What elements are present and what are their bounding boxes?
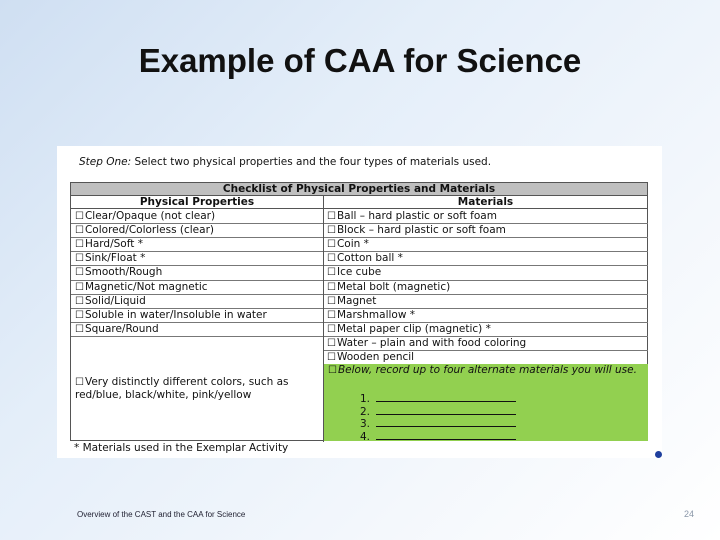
material-item — [327, 252, 403, 265]
blank-underline — [376, 392, 516, 402]
blank-underline — [376, 430, 516, 440]
property-label: Magnetic/Not magnetic — [84, 280, 208, 293]
property-item — [75, 238, 143, 251]
property-item — [75, 323, 159, 336]
checkbox-icon: ☐ — [327, 323, 336, 335]
property-label: Smooth/Rough — [84, 266, 163, 279]
row-divider — [324, 237, 648, 238]
checkbox-icon: ☐ — [327, 225, 336, 237]
row-divider — [71, 336, 323, 337]
material-item — [327, 238, 369, 251]
checklist-document-image — [57, 146, 662, 458]
material-item — [327, 351, 414, 364]
alternate-material-blank — [360, 405, 516, 418]
property-item — [75, 224, 214, 237]
property-label: Hard/Soft * — [84, 238, 143, 251]
material-label: Cotton ball * — [336, 252, 403, 265]
checkbox-icon: ☐ — [327, 211, 336, 222]
material-label: Coin * — [336, 238, 369, 251]
blank-number: 2. — [360, 405, 371, 418]
property-label: Square/Round — [84, 322, 159, 335]
material-label: Magnet — [336, 294, 377, 307]
blank-number: 1. — [360, 393, 371, 405]
checklist-table — [70, 182, 648, 441]
material-item — [327, 337, 526, 350]
material-item — [327, 281, 450, 294]
material-label: Block – hard plastic or soft foam — [336, 224, 506, 237]
property-label: Solid/Liquid — [84, 294, 146, 307]
checkbox-icon: ☐ — [328, 365, 337, 376]
property-item — [75, 210, 215, 223]
checkbox-icon: ☐ — [75, 281, 84, 293]
property-label: Colored/Colorless (clear) — [84, 224, 214, 237]
checkbox-icon: ☐ — [327, 295, 336, 307]
alternate-materials-prompt — [328, 364, 644, 377]
property-label: Clear/Opaque (not clear) — [84, 210, 216, 222]
property-item — [75, 309, 267, 322]
slide-footer: Overview of the CAST and the CAA for Science — [77, 510, 246, 519]
checkbox-icon: ☐ — [327, 309, 336, 321]
checkbox-icon: ☐ — [327, 239, 336, 251]
alternate-material-blank — [360, 417, 516, 430]
material-item — [327, 309, 415, 322]
property-item — [75, 252, 145, 265]
alternate-material-blank — [360, 392, 516, 405]
checkbox-icon: ☐ — [327, 253, 336, 265]
column-header-materials: Materials — [324, 196, 647, 209]
checkbox-icon: ☐ — [75, 323, 84, 335]
checkbox-icon: ☐ — [75, 253, 84, 265]
material-label: Ball – hard plastic or soft foam — [336, 210, 497, 222]
material-label: Metal bolt (magnetic) — [336, 280, 451, 293]
checkbox-icon: ☐ — [75, 267, 84, 279]
column-header-physical-properties: Physical Properties — [71, 196, 323, 209]
property-item — [75, 295, 146, 308]
checkbox-icon: ☐ — [75, 211, 84, 222]
material-item — [327, 224, 506, 237]
material-item — [327, 266, 381, 279]
blank-number: 3. — [360, 418, 371, 430]
property-item-distinct-colors — [75, 376, 315, 402]
checkbox-icon: ☐ — [75, 295, 84, 307]
alternate-materials-box — [324, 364, 648, 441]
step-label: Step One: — [79, 156, 132, 168]
table-title: Checklist of Physical Properties and Materials — [71, 183, 647, 196]
bullet-dot — [655, 451, 662, 458]
checkbox-icon: ☐ — [75, 309, 84, 321]
property-label: Very distinctly different colors, such as red/blue, black/white, pink/yellow — [75, 376, 289, 401]
material-item — [327, 323, 491, 336]
material-label: Water – plain and with food coloring — [336, 336, 527, 349]
checkbox-icon: ☐ — [75, 225, 84, 237]
checkbox-icon: ☐ — [327, 281, 336, 293]
checkbox-icon: ☐ — [327, 267, 336, 279]
checkbox-icon: ☐ — [327, 352, 336, 363]
step-text: Select two physical properties and the four types of materials used. — [134, 156, 492, 168]
blank-number: 4. — [360, 430, 371, 443]
material-label: Marshmallow * — [336, 308, 416, 321]
page-number: 24 — [684, 509, 695, 519]
blank-underline — [376, 417, 516, 427]
blank-underline — [376, 405, 516, 415]
material-item — [327, 210, 497, 223]
property-item — [75, 281, 208, 294]
checkbox-icon: ☐ — [327, 337, 336, 349]
checkbox-icon: ☐ — [75, 239, 84, 251]
alternate-material-blank — [360, 430, 516, 443]
material-label: Wooden pencil — [336, 351, 415, 363]
property-item — [75, 266, 162, 279]
material-item — [327, 295, 376, 308]
property-label: Soluble in water/Insoluble in water — [84, 308, 267, 321]
checkbox-icon: ☐ — [75, 377, 84, 388]
material-label: Metal paper clip (magnetic) * — [336, 322, 491, 335]
property-label: Sink/Float * — [84, 252, 146, 265]
material-label: Ice cube — [336, 266, 382, 279]
alternate-prompt-text: Below, record up to four alternate materials you will use. — [337, 364, 637, 376]
slide-title: Example of CAA for Science — [138, 42, 582, 79]
step-instruction — [79, 156, 491, 168]
footnote: * Materials used in the Exemplar Activity — [74, 442, 289, 454]
